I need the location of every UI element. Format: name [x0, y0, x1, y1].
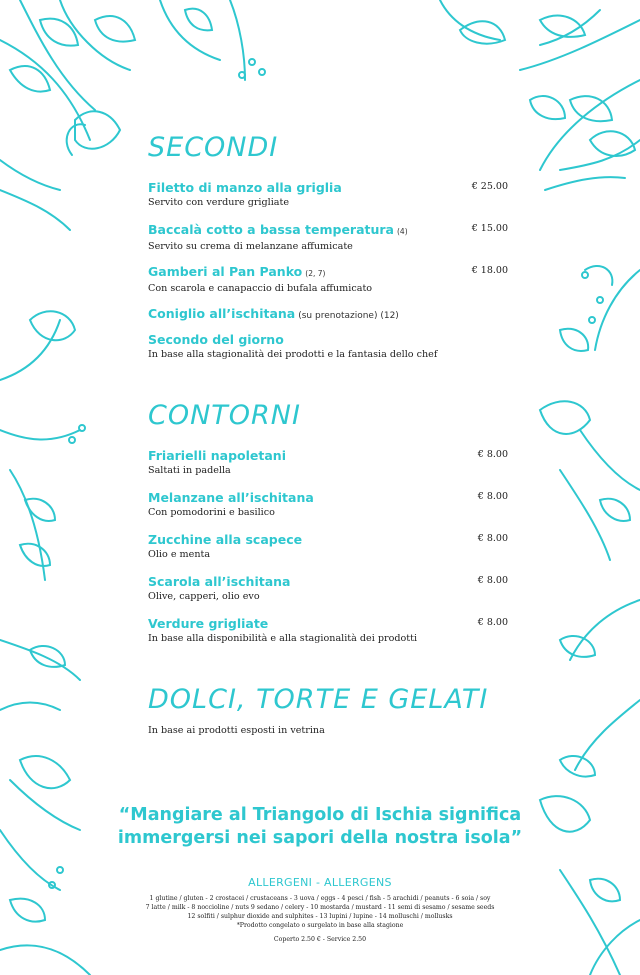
menu-item — [148, 616, 508, 645]
menu-item — [148, 264, 508, 295]
item-description: Olive, capperi, olio evo — [148, 591, 260, 602]
item-price: € 25.00 — [471, 181, 508, 192]
item-price: € 8.00 — [477, 575, 508, 586]
quote — [0, 804, 640, 850]
menu-item — [148, 180, 508, 209]
item-description: Servito con verdure grigliate — [148, 197, 290, 208]
item-description: Con scarola e canapaccio di bufala affumicato — [148, 283, 373, 294]
item-name: Melanzane all’ischitana — [148, 490, 314, 505]
menu-item — [148, 532, 508, 561]
item-name: Zucchine alla scapece — [148, 532, 303, 547]
menu-item — [148, 332, 568, 361]
item-name: Filetto di manzo alla griglia — [148, 180, 342, 195]
menu-item — [148, 574, 508, 603]
menu-item — [148, 490, 508, 519]
allergens-line: 7 latte / milk - 8 noccioline / nuts 9 sedano / celery - 10 mostarda / mustard - 11 semi di sesamo / sesame seeds — [145, 904, 495, 911]
item-name: Baccalà cotto a bassa temperatura — [148, 222, 394, 237]
item-description: In base alla disponibilità e alla stagionalità dei prodotti — [148, 633, 418, 644]
allergens-line: 12 solfiti / sulphur dioxide and sulphites - 13 lupini / lupine - 14 molluschi / mollusks — [187, 913, 453, 920]
item-price: € 8.00 — [477, 617, 508, 628]
item-price: € 15.00 — [471, 223, 508, 234]
secondi-title: SECONDI — [148, 132, 279, 163]
allergen-note: (4) — [397, 227, 408, 236]
item-name: Secondo del giorno — [148, 332, 284, 347]
item-name: Coniglio all’ischitana — [148, 306, 296, 321]
allergen-note: (2, 7) — [305, 269, 326, 278]
item-price: € 8.00 — [477, 449, 508, 460]
quote-line: “Mangiare al Triangolo di Ischia significa — [118, 805, 522, 825]
item-price: € 8.00 — [477, 491, 508, 502]
item-description: In base ai prodotti esposti in vetrina — [148, 725, 325, 736]
coperto-service: Coperto 2.50 € - Service 2.50 — [273, 936, 367, 943]
contorni-title: CONTORNI — [148, 400, 301, 431]
item-price: € 18.00 — [471, 265, 508, 276]
menu-item — [148, 306, 508, 324]
quote-line: immergersi nei sapori della nostra isola” — [117, 828, 523, 848]
item-description: Servito su crema di melanzane affumicate — [148, 241, 353, 252]
dolci-title: DOLCI, TORTE E GELATI — [148, 684, 489, 715]
menu-item — [148, 222, 508, 253]
item-description: Con pomodorini e basilico — [148, 507, 275, 518]
menu-item — [148, 448, 508, 477]
item-name: Scarola all’ischitana — [148, 574, 291, 589]
allergen-note: (su prenotazione) (12) — [298, 311, 399, 321]
item-name: Friarielli napoletani — [148, 448, 286, 463]
item-description: Saltati in padella — [148, 465, 231, 476]
menu-item — [148, 724, 508, 737]
allergens-line: 1 glutine / gluten - 2 crostacei / crustaceans - 3 uova / eggs - 4 pesci / fish - 5 arachidi / peanuts - 6 soia / soy — [149, 895, 491, 902]
allergens-title: ALLERGENI - ALLERGENS — [248, 876, 392, 889]
item-description: Olio e menta — [148, 549, 211, 560]
item-name: Verdure grigliate — [148, 616, 269, 631]
item-price: € 8.00 — [477, 533, 508, 544]
item-name: Gamberi al Pan Panko — [148, 264, 303, 279]
frozen-product-note: *Prodotto congelato o surgelato in base alla stagione — [236, 922, 404, 929]
item-description: In base alla stagionalità dei prodotti e la fantasia dello chef — [148, 349, 438, 360]
